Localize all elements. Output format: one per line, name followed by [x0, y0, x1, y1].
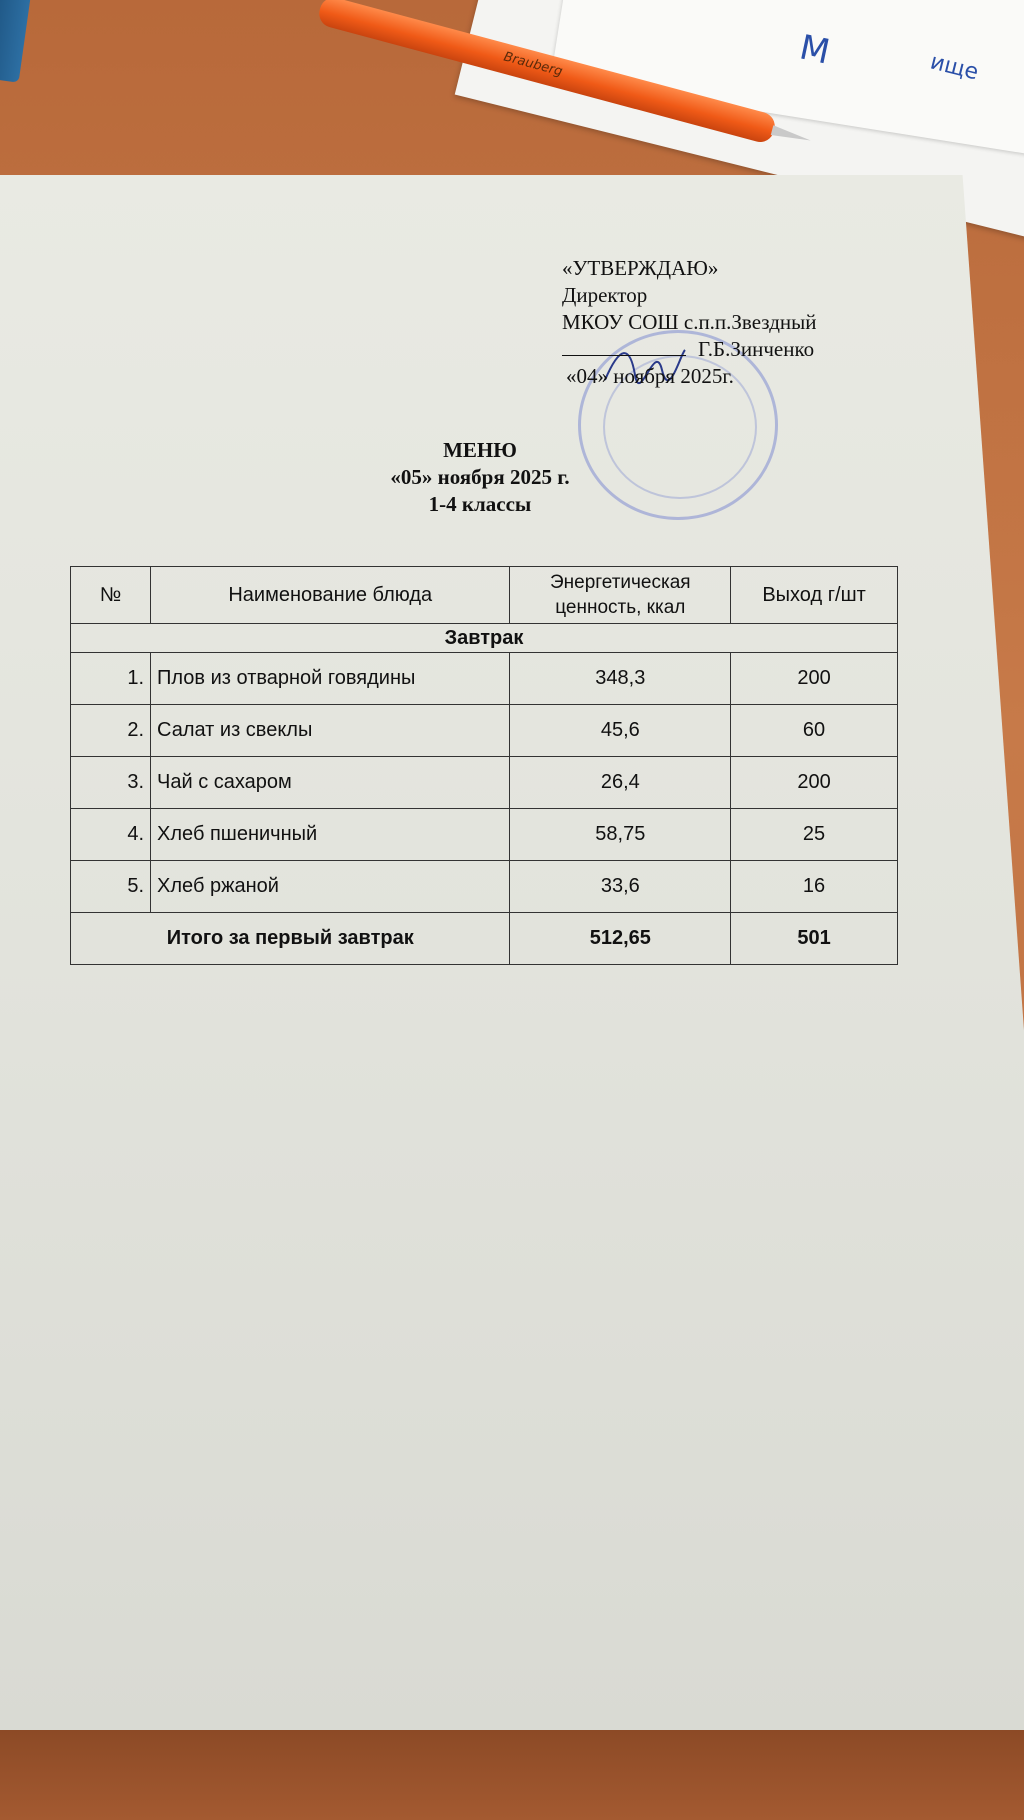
- row-energy: 26,4: [510, 757, 731, 809]
- total-label: Итого за первый завтрак: [71, 913, 510, 965]
- handwritten-note: М: [796, 27, 834, 73]
- row-energy: 58,75: [510, 809, 731, 861]
- approval-title: «УТВЕРЖДАЮ»: [562, 256, 719, 280]
- approval-date: «04» ноября 2025г.: [566, 364, 734, 388]
- row-output: 200: [731, 757, 898, 809]
- section-breakfast: Завтрак: [71, 624, 898, 653]
- table-row: [71, 809, 898, 861]
- signature-line: [562, 337, 686, 356]
- row-name: Чай с сахаром: [151, 757, 510, 809]
- row-output: 200: [731, 653, 898, 705]
- row-name: Салат из свеклы: [151, 705, 510, 757]
- header-name: Наименование блюда: [151, 567, 510, 624]
- row-energy: 33,6: [510, 861, 731, 913]
- row-name: Хлеб пшеничный: [151, 809, 510, 861]
- section-row: [71, 624, 898, 653]
- total-output: 501: [731, 913, 898, 965]
- row-num: 4.: [71, 809, 151, 861]
- total-energy: 512,65: [510, 913, 731, 965]
- row-num: 5.: [71, 861, 151, 913]
- row-num: 2.: [71, 705, 151, 757]
- menu-date: «05» ноября 2025 г.: [390, 465, 570, 489]
- row-name: Хлеб ржаной: [151, 861, 510, 913]
- total-row: [71, 913, 898, 965]
- header-output: Выход г/шт: [731, 567, 898, 624]
- table-row: [71, 861, 898, 913]
- row-output: 16: [731, 861, 898, 913]
- row-energy: 45,6: [510, 705, 731, 757]
- approval-org: МКОУ СОШ с.п.п.Звездный: [562, 310, 817, 334]
- table-row: [71, 705, 898, 757]
- table-row: [71, 653, 898, 705]
- menu-title: МЕНЮ: [443, 438, 517, 462]
- table-row: [71, 757, 898, 809]
- blue-object: [0, 0, 31, 83]
- pen-label: Brauberg: [501, 49, 565, 80]
- menu-table: [70, 566, 898, 965]
- table-header-row: [71, 567, 898, 624]
- row-name: Плов из отварной говядины: [151, 653, 510, 705]
- row-output: 60: [731, 705, 898, 757]
- row-energy: 348,3: [510, 653, 731, 705]
- handwritten-note-2: ище: [927, 49, 981, 86]
- desk-edge: [0, 1730, 1024, 1820]
- header-num: №: [71, 567, 151, 624]
- approval-signature-line: [562, 336, 817, 363]
- header-energy: Энергетическая ценность, ккал: [510, 567, 731, 624]
- approval-name: Г.Б.Зинченко: [698, 337, 815, 361]
- pen-tip: [771, 125, 812, 145]
- row-num: 3.: [71, 757, 151, 809]
- row-output: 25: [731, 809, 898, 861]
- approval-block: [562, 255, 817, 390]
- menu-grades: 1-4 классы: [428, 492, 532, 516]
- row-num: 1.: [71, 653, 151, 705]
- approval-role: Директор: [562, 283, 648, 307]
